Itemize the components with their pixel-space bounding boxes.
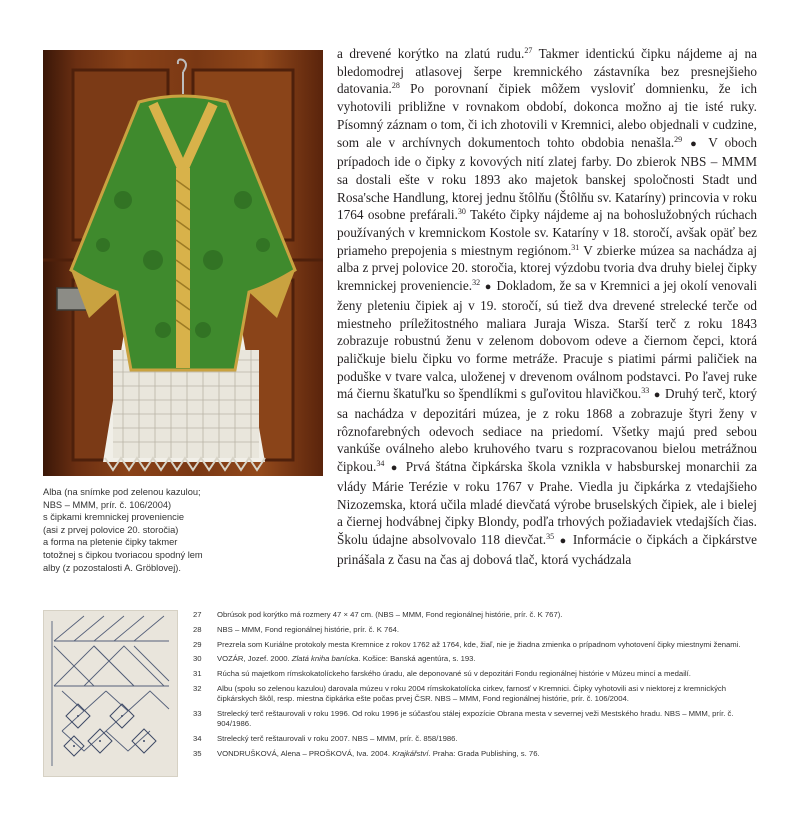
footnote-text: Albu (spolu so zelenou kazulou) darovala múzeu v roku 2004 rímskokatolícka cirkev, farnosť v Kremnici. Čipky vyhotovili asi v niektorej z kremnických čipkárskych škôl, resp. miestna čipkárka ešte počas prvej ČSR. NBS – MMM, Fond regionálnej histórie, prír. č. 106/2004. [217,683,727,704]
footnote-text: Strelecký terč reštaurovali v roku 1996. Od roku 1996 je súčasťou stálej expozície Obrana mesta v severnej veži Mestského hradu. NBS – MMM, prír. č. 904/1986. [217,708,734,729]
footnote-text: Rúcha sú majetkom rímskokatolíckeho farského úradu, ale deponované sú v depozitári Fondu regionálnej histórie v Múzeu mincí a medailí. [217,669,691,679]
text-run: Dokladom, že sa v Kremnici a jej okolí venovali ženy pleteniu čipiek aj v 19. storočí, sú tiež dva drevené strelecké terče od miestneho príležitostného maliara Juraja Wisza. Starší terč z roku 1843 zobrazuje robustnú ženu v zelenom dobovom odeve a čiernom čepci, ktorá paličkuje bielu čipku vo forme metráže. Pracuje s piatimi pármi paličiek na poduške v tvare valca, uloženej v drevenom oválnom podstavci. Po ľavej ruke má čiernu škatuľku so špendlíkmi s guľovitou hlavičkou. [337,278,757,402]
photo-caption [43,486,233,574]
citation-publisher: . Praha: Grada Publishing, s. 76. [428,748,540,758]
footnote-ref-33[interactable]: 33 [641,386,650,396]
body-paragraph [337,45,757,568]
alba-photo-drawing [43,50,323,476]
bullet-separator: ● [484,281,492,294]
footnote-ref-30[interactable]: 30 [457,207,466,217]
alba-photo [43,50,323,476]
footnote-ref-31[interactable]: 31 [571,242,580,252]
footnote-ref-34[interactable]: 34 [376,459,385,469]
text-run: Takéto čipky nájdeme aj na bohoslužobných rúchach používaných v kremnickom Kostole sv. Kataríny v 18. storočí, avšak opäť bez priameho prepojenia s miestnym regiónom. [337,207,758,258]
text-run: a drevené korýtko na zlatú rudu. [337,46,525,61]
footnote-number: 34 [193,733,202,743]
footnote-text: Strelecký terč reštaurovali v roku 2007. NBS – MMM, prír. č. 858/1986. [217,733,458,743]
caption-line: NBS – MMM, prír. č. 106/2004) [43,499,172,510]
footnote-text: Prezrela som Kuriálne protokoly mesta Kremnice z rokov 1762 až 1764, kde, žiaľ, nie je žiadna zmienka o prípadnom vyhotovení čipky miestnymi ženami. [217,639,741,649]
footnote-text [217,749,758,759]
bullet-separator: ● [559,534,568,547]
text-run: Takmer identickú čipku nájdeme aj na bledomodrej atlasovej šerpe kremnického zástavníka bez presnejšieho datovania. [337,46,758,97]
footnote [193,610,758,620]
footnote-text: Obrúsok pod korýtko má rozmery 47 × 47 cm. (NBS – MMM, Fond regionálnej histórie, prír. č. K 767). [217,610,563,619]
citation-publisher: . Košice: Banská agentúra, s. 193. [358,654,476,664]
text-run: Informácie o čipkách a čipkárstve prinášala z času na čas aj dobová tlač, ktorá vychádzala [337,531,757,567]
text-run: Druhý terč, ktorý sa nachádza v depozitári múzea, je z roku 1868 a zobrazuje štyri ženy v rôznofarebných odevoch sediace na priedomí. Všetky majú pred sebou vankúše oválneho alebo kruhového tvaru s rozpracovanou bielou metrážnou čipkou. [337,386,758,475]
citation-author: VONDRUŠKOVÁ, Alena – PROŠKOVÁ, Iva. 2004. [217,748,393,758]
footnote [193,749,758,759]
bullet-separator: ● [390,462,400,475]
footnote-ref-29[interactable]: 29 [674,134,683,144]
footnote-number: 28 [193,624,202,634]
caption-line: (asi z prvej polovice 20. storočia) [43,524,179,535]
caption-line: alby (z pozostalosti A. Gröblovej). [43,562,181,573]
caption-line: totožnej s čipkou tvoriacou spodný lem [43,549,203,560]
footnote-number: 35 [193,748,202,758]
lace-pattern-image [43,610,178,777]
footnote [193,640,758,650]
footnote-ref-28[interactable]: 28 [391,81,400,91]
footnote-text [217,654,758,664]
footnote [193,684,758,704]
footnote-text: NBS – MMM, Fond regionálnej histórie, prír. č. K 764. [217,624,400,634]
footnote-ref-35[interactable]: 35 [546,531,555,541]
footnote [193,654,758,664]
footnote-number: 33 [193,708,202,718]
footnote-ref-27[interactable]: 27 [524,46,533,55]
footnote-number: 31 [193,669,202,679]
text-run: Po porovnaní čipiek môžem vysloviť domnienku, že ich vyhotovili približne v rovnakom období, dokonca možno aj tie isté ruky. Písomný záznam o tom, či ich zhotovili v Kremnici, alebo objednali v cudzine, som ale v archívnych dokumentoch tohto obdobia nenašla. [337,81,757,150]
citation-author: VOZÁR, Jozef. 2000. [217,654,292,664]
text-run: V oboch prípadoch ide o čipky z kovových nití zlatej farby. Do zbierok NBS – MMM sa dostali ešte v roku 1893 ako majetok banskej spoločnosti Stadt und Rosa'sche Handlung, ktorej jednu štôlňu (Štôlňu sv. Kataríny) princovia v roku 1764 osobne prefárali. [337,134,757,223]
footnote [193,734,758,744]
footnote-number: 32 [193,683,202,693]
main-body-text [337,45,757,568]
footnote [193,625,758,635]
caption-line: s čipkami kremnickej proveniencie [43,512,185,523]
caption-line: a forma na pletenie čipky takmer [43,537,178,548]
text-run: Prvá štátna čipkárska škola vznikla v habsburskej monarchii za vlády Márie Terézie v roku 1767 v Prahe. Viedla ju čipkárka z vtedajšieho Nizozemska, ktorá učila mladé dievčatá výrobe bruselských čipiek, ale i bielej a čiernej hodvábnej čipky Blondy, podľa trhových požiadaviek vtedajších čias. Školu údajne absolvovalo 118 dievčat. [337,459,757,547]
footnote-ref-32[interactable]: 32 [472,278,481,288]
citation-title: Krajkářství [392,748,429,758]
footnotes [193,610,758,764]
footnote-number: 30 [193,654,202,664]
footnote [193,669,758,679]
footnote-number: 29 [193,639,202,649]
footnote [193,709,758,729]
citation-title: Zlatá kniha banícka [291,654,359,664]
bullet-separator: ● [690,137,701,150]
bullet-separator: ● [653,389,661,402]
caption-line: Alba (na snímke pod zelenou kazulou; [43,487,201,497]
lace-pattern-drawing [44,611,177,776]
text-run: V zbierke múzea sa nachádza aj alba z prvej polovice 20. storočia, ktorej výzdobu tvoria dva druhy bielej čipky kremnickej proveniencie. [337,242,758,294]
footnote-number: 27 [193,610,202,619]
